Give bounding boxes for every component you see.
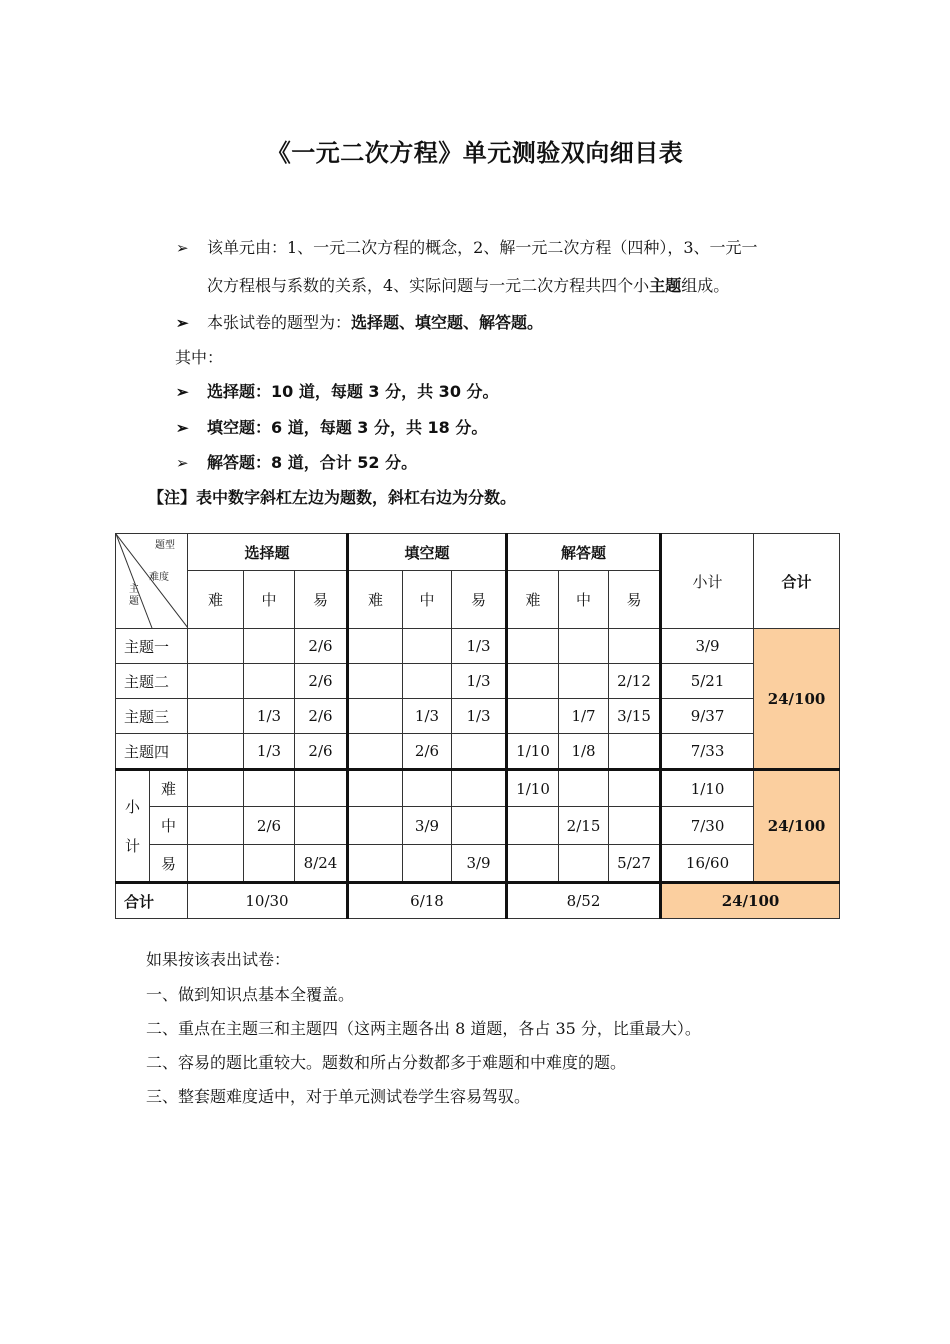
topic-total: 24/100 [754, 629, 840, 770]
table-cell [348, 699, 403, 734]
total-row-label: 合计 [116, 883, 188, 919]
table-cell [348, 664, 403, 699]
row-subtotal: 7/30 [661, 807, 754, 845]
table-cell [559, 770, 609, 807]
group-header-answer: 解答题 [507, 534, 661, 571]
conclusion-lead: 如果按该表出试卷： [146, 950, 291, 969]
corner-topic-label-1: 主 [129, 584, 139, 595]
table-cell: 1/3 [452, 629, 507, 664]
group-header-choice: 选择题 [188, 534, 348, 571]
table-cell: 2/6 [295, 664, 348, 699]
table-cell [609, 734, 661, 770]
table-cell: 3/9 [403, 807, 452, 845]
table-cell [507, 699, 559, 734]
table-cell [188, 734, 244, 770]
bullet-arrow-icon: ➢ [176, 454, 189, 472]
level-label: 中 [150, 807, 188, 845]
table-cell: 1/3 [452, 664, 507, 699]
table-row [116, 664, 840, 699]
table-cell: 1/3 [403, 699, 452, 734]
bullet-arrow-icon: ➢ [176, 383, 189, 401]
table-cell [244, 845, 295, 883]
table-row [116, 845, 840, 883]
total-fill: 6/18 [348, 883, 507, 919]
table-cell: 2/6 [244, 807, 295, 845]
table-cell [403, 664, 452, 699]
conclusion-point-3: 二、容易的题比重较大。题数和所占分数都多于难题和中难度的题。 [146, 1053, 627, 1072]
table-cell: 2/15 [559, 807, 609, 845]
level-total: 24/100 [754, 770, 840, 883]
table-cell: 2/6 [403, 734, 452, 770]
table-cell [188, 807, 244, 845]
table-cell [507, 629, 559, 664]
intro-line-1: 该单元由：1、一元二次方程的概念，2、解一元二次方程（四种），3、一元一 [207, 238, 758, 257]
row-subtotal: 9/37 [661, 699, 754, 734]
row-subtotal: 7/33 [661, 734, 754, 770]
table-cell: 5/27 [609, 845, 661, 883]
conclusion-point-4: 三、整套题难度适中，对于单元测试卷学生容易驾驭。 [146, 1087, 531, 1106]
row-subtotal: 3/9 [661, 629, 754, 664]
table-cell [348, 629, 403, 664]
table-cell [348, 734, 403, 770]
table-cell [295, 770, 348, 807]
total-header: 合计 [754, 534, 840, 629]
level-header: 易 [295, 571, 348, 629]
table-cell [507, 807, 559, 845]
level-header: 易 [609, 571, 661, 629]
page-title: 《一元二次方程》单元测验双向细目表 [266, 139, 684, 167]
row-subtotal: 16/60 [661, 845, 754, 883]
intro-line-2: 次方程根与系数的关系，4、实际问题与一元二次方程共四个小主题组成。 [207, 276, 730, 295]
table-cell [295, 807, 348, 845]
corner-topic-label-2: 题 [129, 596, 139, 607]
table-cell [188, 664, 244, 699]
table-cell [348, 770, 403, 807]
group-header-fill: 填空题 [348, 534, 507, 571]
table-cell [244, 770, 295, 807]
table-cell: 1/7 [559, 699, 609, 734]
total-row [116, 883, 840, 919]
table-cell [348, 807, 403, 845]
table-cell [559, 845, 609, 883]
level-header: 中 [403, 571, 452, 629]
intro-question-types: 本张试卷的题型为：选择题、填空题、解答题。 [207, 313, 544, 332]
table-cell: 1/10 [507, 734, 559, 770]
bullet-arrow-icon: ➢ [176, 419, 189, 437]
table-cell [452, 807, 507, 845]
level-header: 易 [452, 571, 507, 629]
table-cell: 2/6 [295, 699, 348, 734]
table-cell: 1/10 [507, 770, 559, 807]
topic-label: 主题一 [116, 629, 188, 664]
total-choice: 10/30 [188, 883, 348, 919]
table-cell [403, 845, 452, 883]
intro-among: 其中： [175, 348, 224, 367]
row-subtotal: 1/10 [661, 770, 754, 807]
conclusion-point-2: 二、重点在主题三和主题四（这两主题各出 8 道题，各占 35 分，比重最大）。 [146, 1019, 701, 1038]
table-cell [403, 770, 452, 807]
table-cell [507, 664, 559, 699]
table-cell: 8/24 [295, 845, 348, 883]
table-cell: 1/3 [244, 699, 295, 734]
table-cell [188, 770, 244, 807]
table-cell [348, 845, 403, 883]
table-cell [507, 845, 559, 883]
level-header: 难 [507, 571, 559, 629]
table-row [116, 807, 840, 845]
corner-difficulty-label: 难度 [149, 572, 169, 583]
table-cell: 1/3 [452, 699, 507, 734]
table-cell [452, 734, 507, 770]
intro-fill: 填空题：6 道，每题 3 分，共 18 分。 [207, 418, 488, 437]
xiaoji-label: 小 计 [116, 770, 150, 883]
table-cell: 3/9 [452, 845, 507, 883]
level-header: 难 [348, 571, 403, 629]
table-cell [609, 770, 661, 807]
subtotal-header: 小计 [661, 534, 754, 629]
row-subtotal: 5/21 [661, 664, 754, 699]
table-cell: 3/15 [609, 699, 661, 734]
intro-choice: 选择题：10 道，每题 3 分，共 30 分。 [207, 382, 499, 401]
level-header: 难 [188, 571, 244, 629]
table-row [116, 770, 840, 807]
corner-cell [116, 534, 188, 629]
topic-label: 主题三 [116, 699, 188, 734]
level-header: 中 [244, 571, 295, 629]
intro-note: 【注】表中数字斜杠左边为题数，斜杠右边为分数。 [148, 488, 517, 507]
table-cell [188, 629, 244, 664]
table-cell [188, 699, 244, 734]
table-row [116, 629, 840, 664]
table-row [116, 734, 840, 770]
table-cell: 2/6 [295, 734, 348, 770]
table-cell [559, 664, 609, 699]
table-cell: 1/8 [559, 734, 609, 770]
topic-label: 主题四 [116, 734, 188, 770]
bullet-arrow-icon: ➢ [176, 314, 189, 332]
table-cell: 2/12 [609, 664, 661, 699]
table-cell [609, 807, 661, 845]
bullet-arrow-icon: ➢ [176, 239, 189, 257]
table-cell [244, 629, 295, 664]
table-cell [559, 629, 609, 664]
table-cell [403, 629, 452, 664]
total-answer: 8/52 [507, 883, 661, 919]
table-cell: 2/6 [295, 629, 348, 664]
table-cell: 1/3 [244, 734, 295, 770]
grand-total: 24/100 [661, 883, 840, 919]
table-cell [609, 629, 661, 664]
table-cell [188, 845, 244, 883]
table-row [116, 699, 840, 734]
level-header: 中 [559, 571, 609, 629]
corner-type-label: 题型 [155, 540, 175, 551]
level-label: 易 [150, 845, 188, 883]
level-label: 难 [150, 770, 188, 807]
intro-answer: 解答题：8 道，合计 52 分。 [207, 453, 418, 472]
conclusion-point-1: 一、做到知识点基本全覆盖。 [146, 985, 355, 1004]
spec-table [115, 533, 840, 919]
topic-label: 主题二 [116, 664, 188, 699]
table-cell [452, 770, 507, 807]
table-cell [244, 664, 295, 699]
